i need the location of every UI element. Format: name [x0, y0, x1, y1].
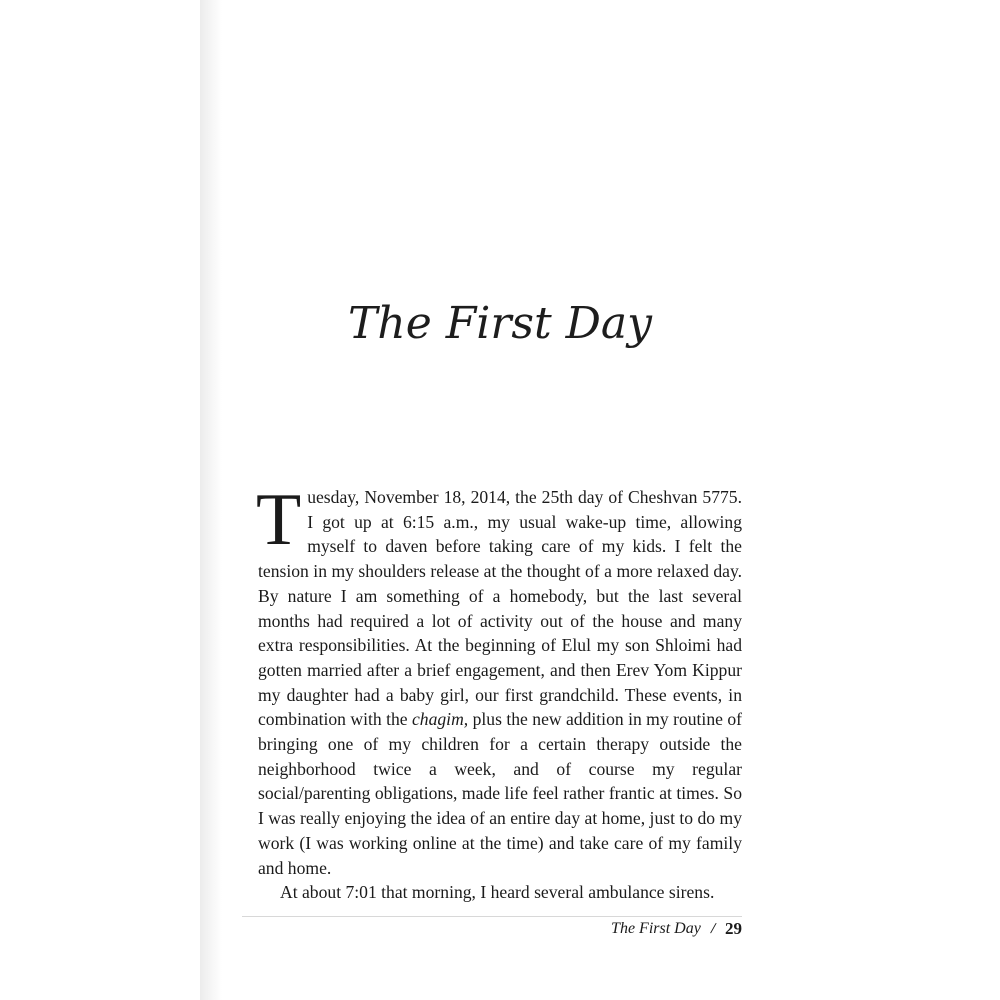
chapter-title: The First Day — [348, 298, 652, 349]
gutter-shadow — [200, 0, 222, 1000]
footer-rule — [242, 916, 742, 917]
paragraph-1 — [256, 479, 742, 880]
paragraph-2: At about 7:01 that morning, I heard several ambulance sirens. — [280, 882, 715, 903]
paragraph-1-text: uesday, November 18, 2014, the 25th day of Cheshvan 5775. I got up at 6:15 a.m., my usual wake-up time, allowing myself to daven before taking care of my kids. I felt the tension in my shoulders release at the thought of a more relaxed day. By nature I am something of a homebody, but the last several months had required a lot of activity out of the house and many extra responsibilities. At the beginning of Elul my son Shloimi had gotten married after a brief engagement, and then Erev Yom Kippur my daughter had a baby girl, our first grandchild. These events, in combination with the — [258, 487, 742, 730]
body-text — [256, 479, 742, 905]
page-number: 29 — [725, 919, 742, 938]
paragraph-1-end: plus the new addition in my routine of bringing one of my children for a certain therapy outside the neighborhood twice a week, and of course my regular social/parenting obligations, made life feel rather frantic at times. So I was really enjoying the idea of an entire day at home, just to do my work (I was working online at the time) and take care of my family and home. — [258, 709, 742, 878]
running-footer — [611, 918, 742, 940]
italic-term: chagim, — [411, 709, 469, 730]
running-title: The First Day — [611, 920, 701, 937]
footer-separator: / — [709, 920, 717, 937]
drop-cap: T — [256, 479, 302, 561]
